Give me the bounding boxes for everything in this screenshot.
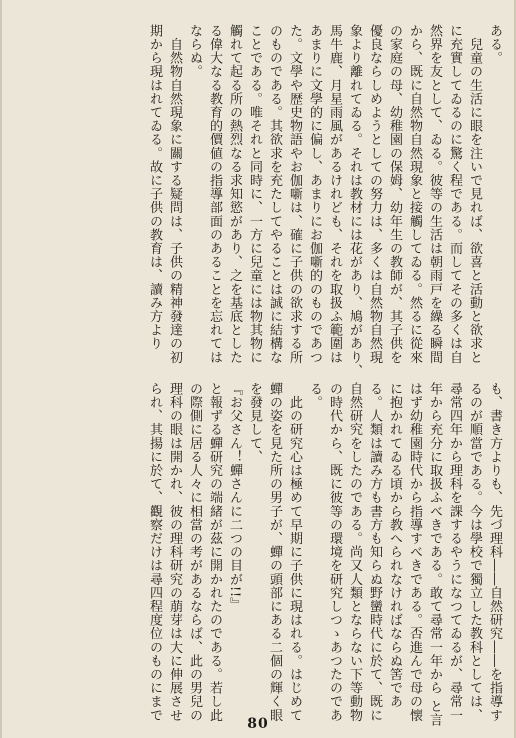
- text-column: 此の研究心は極めて早期に子供に現はれる。はじめて: [287, 382, 302, 722]
- text-column: る偉大なる教育的價値の指導部面のあることを忘れては: [207, 24, 222, 364]
- text-column: と報ずる蟬研究の端緒が茲に開かれたのである。若し此: [207, 382, 222, 722]
- text-column: る。: [307, 382, 322, 410]
- page-number: 80: [247, 716, 269, 732]
- text-column: 兒童の生活に眼を注いで見れば、欲喜と活動と欲求と: [467, 24, 482, 364]
- text-column: 優良ならしめようとしての努力は、多くは自然物自然現: [367, 24, 382, 364]
- text-column: ならぬ。: [187, 24, 202, 79]
- text-column: 然界を友として、ゐる。彼等の生活は朝雨戸を繰る瞬間: [427, 24, 442, 364]
- text-column: を發見して、: [247, 382, 262, 464]
- text-column: の際側に居る人々に相當の考があるならば、此の男兒の: [187, 382, 202, 722]
- text-column: 理科の眼は開かれ、彼の理科研究の萠芽は大に伸展させ: [167, 382, 182, 722]
- page-edge-left: [0, 0, 2, 738]
- text-column: の時代から、既に彼等の環境を研究しつゝあつたのであ: [327, 382, 342, 722]
- text-column: ある。: [487, 24, 502, 65]
- text-column: ことである。唯それと同時に、一方に兒童には物其物に: [247, 24, 262, 364]
- text-column: も、書き方よりも、先づ理科――自然研究――を指導す: [487, 382, 502, 722]
- text-column: 自然研究をしたのである。尚又人類とならない下等動物: [347, 382, 362, 722]
- text-column: はず幼稚園時代から指導すべきである。否進んで母の懐: [407, 382, 422, 722]
- text-column: 馬牛鹿、月星雨風があるけれども、それを取扱ふ範圍は: [327, 24, 342, 364]
- text-column: 蟬の姿を見た所の男子が、蟬の頭部にある二個の輝く眼: [267, 382, 282, 722]
- text-column: られ、其揚に於て、觀察だけは尋四程度位のものにまで: [147, 382, 162, 722]
- text-column: 期から現はれてゐる。故に子供の教育は、讀み方より: [147, 24, 162, 351]
- text-column: 觸れて起る所の熱烈なる求知慾があり、之を基底とした: [227, 24, 242, 364]
- text-column: る。人類は讀み方も書方も知らぬ野蠻時代に於て、既に: [367, 382, 382, 722]
- upper-text-block: [14, 24, 504, 378]
- text-column: 自然物自然現象に關する疑問は、子供の精神發達の初: [167, 24, 182, 364]
- text-column: の家庭の母、幼稚園の保姆、幼年生の教師が、其子供を: [387, 24, 402, 364]
- text-column: に充實してゐるのに驚く程である。而してその多くは自: [447, 24, 462, 364]
- text-column: 年から充分に取扱ふべきである。敢て尋常一年から と言: [427, 382, 442, 727]
- text-column: に抱かれてゐる頃から教へられなければならぬ筈であ: [387, 382, 402, 709]
- text-column: 『お父さん！蟬さんに二つの目が!!』: [227, 382, 242, 612]
- text-column: のものである。其欲求を充たしてやることは誠に結構な: [267, 24, 282, 364]
- text-column: 尋常四年から理科を課するやうになつてゐるが、尋常一: [447, 382, 462, 722]
- text-column: た。文學や歴史物語やお伽噺は、確に子供の欲求する所: [287, 24, 302, 364]
- text-column: るのが順當である。今は學校で獨立した教科としては、: [467, 382, 482, 722]
- text-column: あまりに文學的に偏し、あまりにお伽噺的のものであつ: [307, 24, 322, 364]
- text-column: から、既に自然物自然現象と接觸してゐる。然るに從來: [407, 24, 422, 364]
- text-column: 象より離れてゐる。それは教材には花があり、鳩があり、: [347, 24, 362, 378]
